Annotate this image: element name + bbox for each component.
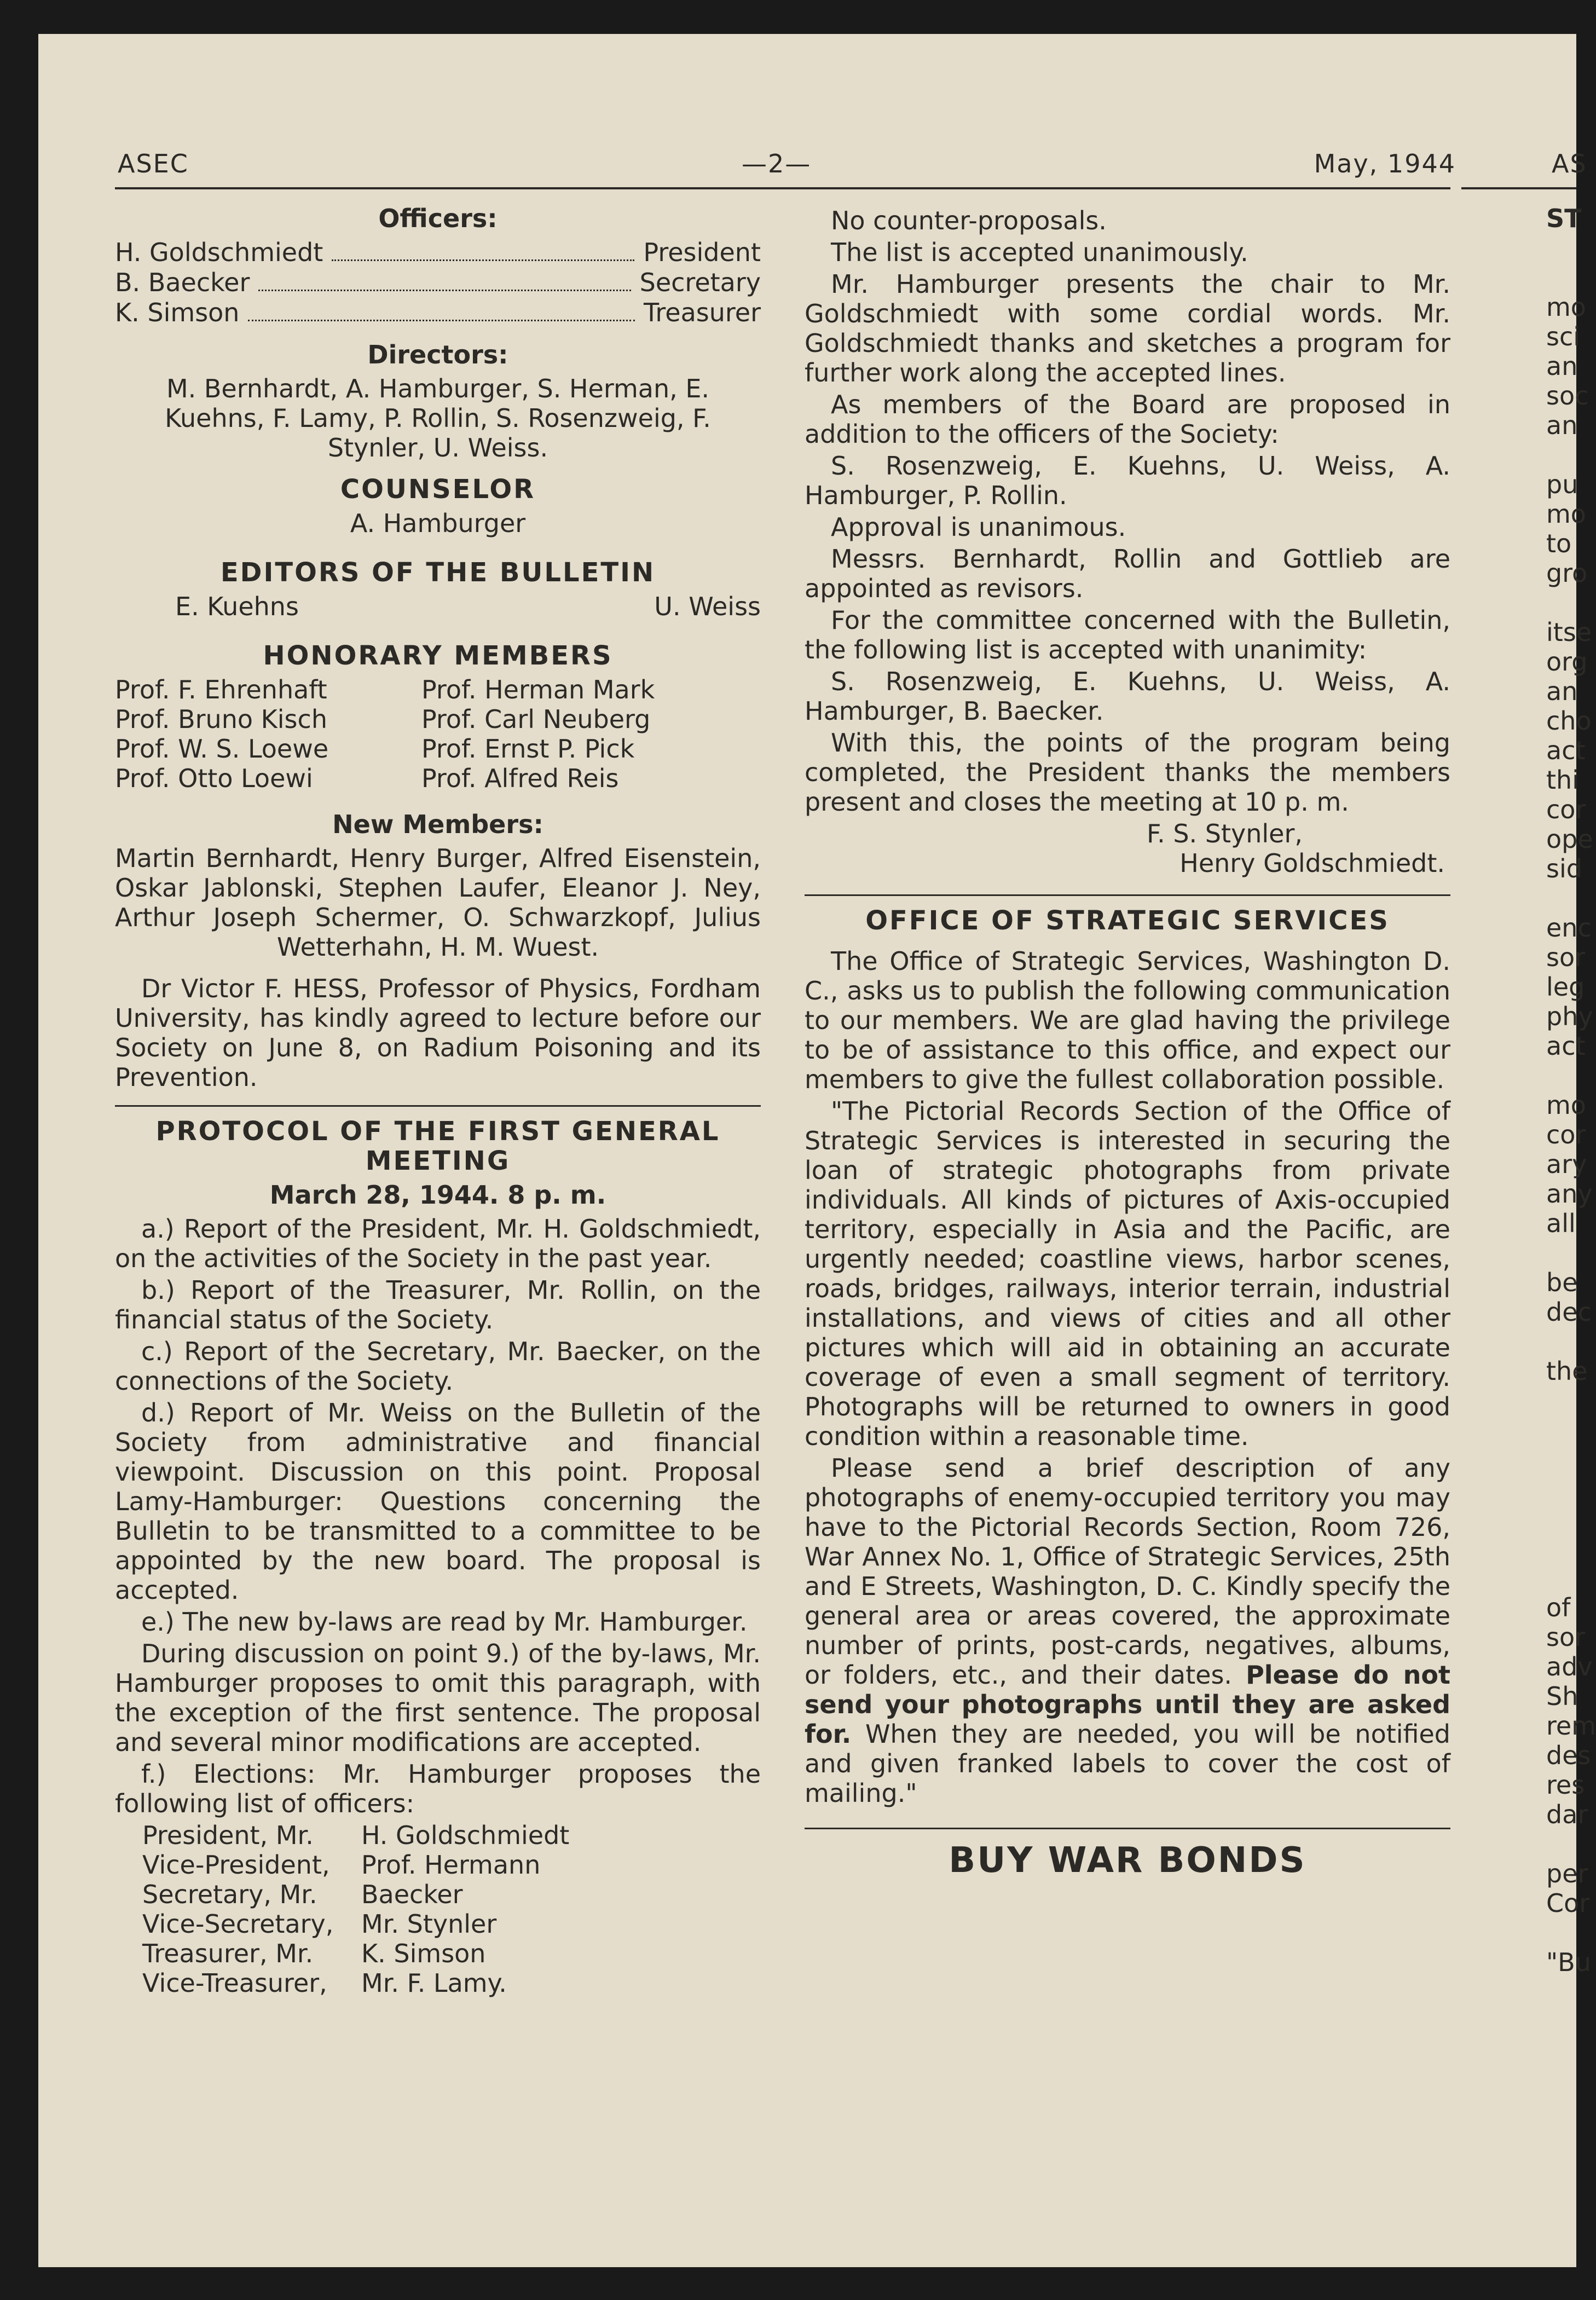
next-page-fragment-line: rem <box>1546 1711 1596 1741</box>
next-page-fragment-line <box>1546 233 1579 263</box>
protocol-cont-paragraph: As members of the Board are proposed in addition to the officers of the Society: <box>805 390 1450 449</box>
counselor-name: A. Hamburger <box>350 508 526 538</box>
honorary-member: Prof. Bruno Kisch <box>115 704 327 734</box>
proposed-officer-name: H. Goldschmiedt <box>361 1821 570 1850</box>
next-page-fragment-line: pu <box>1546 470 1578 499</box>
honorary-member: Prof. Carl Neuberg <box>421 704 651 734</box>
next-page-fragment-line: all <box>1546 1209 1576 1238</box>
next-page-fragment-line <box>1546 440 1579 470</box>
next-page-fragment-line: cho <box>1546 706 1592 736</box>
section-divider <box>805 894 1450 896</box>
honorary-heading: HONORARY MEMBERS <box>263 640 613 671</box>
proposed-officer-name: Prof. Hermann <box>361 1850 541 1880</box>
oss-paragraph-end: When they are needed, you will be notified and given franked labels to cover the cost of mailing." <box>805 1719 1451 1808</box>
oss-paragraph <box>805 1453 1450 1808</box>
officer-name: K. Simson <box>115 298 240 327</box>
next-page-fragment-line <box>1546 588 1579 617</box>
next-page-fragment-line: ST <box>1546 204 1582 233</box>
protocol-paragraph: b.) Report of the Treasurer, Mr. Rollin, on the financial status of the Society. <box>115 1275 761 1334</box>
proposed-officer-role: President, Mr. <box>142 1821 314 1850</box>
protocol-cont-paragraph: S. Rosenzweig, E. Kuehns, U. Weiss, A. Hamburger, P. Rollin. <box>805 451 1450 510</box>
next-page-fragment-line <box>1546 883 1579 913</box>
protocol-paragraph: During discussion on point 9.) of the by-laws, Mr. Hamburger proposes to omit this paragraph, with the exception of the first sentence. The proposal and several minor modifications are accepted. <box>115 1639 761 1757</box>
proposed-officer-row <box>142 1880 761 1909</box>
dot-leader <box>248 320 635 321</box>
proposed-officers-list <box>115 1821 761 1998</box>
editor-right: U. Weiss <box>654 592 761 621</box>
oss-paragraph-text: Please send a brief description of any photographs of enemy-occupied territory you may have to the Pictorial Records Section, Room 726, War Annex No. 1, Office of Strategic Services, 25th and E Streets, Washington, D. C. Kindly specify the general area or areas covered, the approximate number of prints, post-cards, negatives, albums, or folders, etc., and their dates. <box>805 1453 1450 1690</box>
proposed-officer-row <box>142 1968 761 1998</box>
honorary-member: Prof. W. S. Loewe <box>115 734 329 764</box>
next-page-fragment-line: dec <box>1546 1297 1592 1327</box>
editor-left: E. Kuehns <box>175 592 299 621</box>
next-page-fragment-line: be <box>1546 1268 1578 1297</box>
proposed-officer-role: Vice-Treasurer, <box>142 1968 327 1998</box>
officer-name: H. Goldschmiedt <box>115 238 323 267</box>
oss-heading: OFFICE OF STRATEGIC SERVICES <box>865 905 1390 936</box>
protocol-cont-paragraph: Approval is unanimous. <box>831 512 1126 542</box>
next-page-fragment-line: any <box>1546 1179 1593 1209</box>
next-page-fragment-line: soc <box>1546 381 1589 411</box>
protocol-cont-paragraph: The list is accepted unanimously. <box>831 238 1248 267</box>
next-page-fragment-line: phy <box>1546 1002 1593 1031</box>
section-divider <box>805 1828 1450 1829</box>
protocol-cont-paragraph: No counter-proposals. <box>831 206 1107 235</box>
protocol-paragraph: f.) Elections: Mr. Hamburger proposes the following list of officers: <box>115 1759 761 1818</box>
oss-paragraph: "The Pictorial Records Section of the Office of Strategic Services is interested in securing the loan of strategic photographs from private individuals. All kinds of pictures of Axis-occupied territory, especially in Asia and the Pacific, are urgently needed; coastline views, harbor scenes, roads, bridges, railways, interior terrain, industrial installations, and views of cities and all other pictures which will aid in obtaining an accurate coverage of even a small segment of territory. Photographs will be returned to owners in good condition within a reasonable time. <box>805 1096 1450 1451</box>
honorary-member: Prof. F. Ehrenhaft <box>115 675 327 704</box>
proposed-officer-name: Mr. F. Lamy. <box>361 1968 507 1998</box>
next-page-fragment-line <box>1546 1563 1579 1593</box>
next-page-fragment-line: "Bu <box>1546 1948 1591 1977</box>
protocol-paragraph: e.) The new by-laws are read by Mr. Hamburger. <box>141 1607 748 1637</box>
next-page-fragment-line: org <box>1546 647 1588 677</box>
hess-lecture-note: Dr Victor F. HESS, Professor of Physics, Fordham University, has kindly agreed to lecture before our Society on June 8, on Radium Poisoning and its Prevention. <box>115 974 761 1092</box>
header-publication: ASEC <box>118 149 189 178</box>
directors-text: M. Bernhardt, A. Hamburger, S. Herman, E. Kuehns, F. Lamy, P. Rollin, S. Rosenzweig, F. Stynler, U. Weiss. <box>165 374 711 463</box>
next-page-fragment-line: ary <box>1546 1149 1587 1179</box>
editors-row <box>115 592 761 621</box>
next-page-fragment-line: cor <box>1546 1120 1586 1149</box>
next-page-fragment-line: enc <box>1546 913 1592 943</box>
next-page-fragment-line: to <box>1546 529 1572 558</box>
counselor-heading: COUNSELOR <box>340 474 536 505</box>
next-page-fragment-line: ope <box>1546 824 1593 854</box>
next-page-fragment-line: des <box>1546 1741 1591 1770</box>
new-members-heading: New Members: <box>332 810 543 839</box>
next-page-fragment-line <box>1546 1061 1579 1090</box>
left-column <box>115 204 761 1998</box>
protocol-cont-paragraph: For the committee concerned with the Bulletin, the following list is accepted with unanimity: <box>805 605 1450 664</box>
next-page-fragment-line <box>1546 263 1579 292</box>
officer-role: Secretary <box>639 268 761 297</box>
next-page-fragment-line: dar <box>1546 1800 1588 1829</box>
proposed-officer-row <box>142 1909 761 1939</box>
proposed-officer-role: Vice-Secretary, <box>142 1909 334 1939</box>
document-page <box>38 34 1596 2267</box>
proposed-officer-row <box>142 1821 761 1850</box>
protocol-paragraph: c.) Report of the Secretary, Mr. Baecker, on the connections of the Society. <box>115 1337 761 1396</box>
next-page-fragment-line: mo <box>1546 499 1586 529</box>
next-page-fragment-line <box>1546 1918 1579 1948</box>
dot-leader <box>332 259 634 261</box>
proposed-officer-name: K. Simson <box>361 1939 486 1968</box>
officer-row <box>115 298 761 328</box>
next-page-fragment-line: an <box>1546 351 1578 381</box>
next-page-fragment-line <box>1546 1386 1579 1415</box>
new-members-text: Martin Bernhardt, Henry Burger, Alfred Eisenstein, Oskar Jablonski, Stephen Laufer, Eleanor J. Ney, Arthur Joseph Schermer, O. Schwarzkopf, Julius Wetterhahn, H. M. Wuest. <box>115 843 761 962</box>
next-page-fragment-line: Cor <box>1546 1888 1590 1918</box>
officer-name: B. Baecker <box>115 268 250 297</box>
header-rule <box>115 187 1450 189</box>
next-page-rule <box>1461 187 1576 189</box>
protocol-cont-paragraph: Messrs. Bernhardt, Rollin and Gottlieb are appointed as revisors. <box>805 544 1450 603</box>
next-page-fragment-line: leg <box>1546 972 1585 1002</box>
next-page-fragment-line <box>1546 1445 1579 1475</box>
protocol-heading: PROTOCOL OF THE FIRST GENERAL MEETING <box>155 1116 720 1176</box>
officer-row <box>115 238 761 268</box>
protocol-paragraph: d.) Report of Mr. Weiss on the Bulletin of the Society from administrative and financial viewpoint. Discussion on this point. Proposal Lamy-Hamburger: Questions concerning the Bulletin to be transmitted to a committee to be appointed by the new board. The proposal is accepted. <box>115 1398 761 1605</box>
next-page-fragment-line: itse <box>1546 617 1592 647</box>
proposed-officer-role: Vice-President, <box>142 1850 330 1880</box>
officer-role: President <box>643 238 761 267</box>
page-header <box>118 143 1456 187</box>
next-page-fragment-line <box>1546 1475 1579 1504</box>
protocol-cont-paragraph: S. Rosenzweig, E. Kuehns, U. Weiss, A. Hamburger, B. Baecker. <box>805 667 1450 726</box>
next-page-fragment-line: res <box>1546 1770 1585 1800</box>
next-page-fragment-line <box>1546 1829 1579 1859</box>
dot-leader <box>258 290 631 291</box>
proposed-officer-role: Treasurer, Mr. <box>142 1939 314 1968</box>
next-page-fragment-line: sci <box>1546 322 1581 351</box>
directors-heading: Directors: <box>367 340 508 369</box>
next-page-fragment-line <box>1546 1238 1579 1268</box>
header-date: May, 1944 <box>1314 149 1456 178</box>
proposed-officer-name: Mr. Stynler <box>361 1909 497 1939</box>
editors-heading: EDITORS OF THE BULLETIN <box>220 557 656 588</box>
oss-paragraph: The Office of Strategic Services, Washington D. C., asks us to publish the following communication to our members. We are glad having the privilege to be of assistance to this office, and expect our members to give the fullest collaboration possible. <box>805 946 1450 1094</box>
next-page-fragment-line: act <box>1546 1031 1586 1061</box>
proposed-officer-row <box>142 1939 761 1968</box>
next-page-fragment-line: sid <box>1546 854 1582 883</box>
honorary-member: Prof. Ernst P. Pick <box>421 734 635 764</box>
next-page-fragment-line: thi <box>1546 765 1579 795</box>
next-page-header-text: AS <box>1552 149 1587 178</box>
signature-line: F. S. Stynler, <box>1147 819 1303 848</box>
next-page-fragment-line <box>1546 1504 1579 1534</box>
next-page-fragment-line: mo <box>1546 292 1586 322</box>
protocol-paragraph: a.) Report of the President, Mr. H. Goldschmiedt, on the activities of the Society in the past year. <box>115 1214 761 1273</box>
signature-block <box>805 819 1450 878</box>
officers-list <box>115 238 761 328</box>
protocol-cont-paragraph: With this, the points of the program being completed, the President thanks the members present and closes the meeting at 10 p. m. <box>805 728 1450 817</box>
next-page-fragment-line: sor <box>1546 943 1586 972</box>
next-page-fragment-line: gro <box>1546 558 1588 588</box>
officers-heading: Officers: <box>378 204 498 233</box>
officer-row <box>115 268 761 298</box>
honorary-members-grid <box>115 675 761 793</box>
honorary-member: Prof. Alfred Reis <box>421 764 619 793</box>
war-bonds-slogan: BUY WAR BONDS <box>949 1840 1306 1881</box>
honorary-member: Prof. Herman Mark <box>421 675 655 704</box>
next-page-header-fragment <box>1546 143 1587 187</box>
next-page-fragment-line <box>1546 1415 1579 1445</box>
next-page-fragment-line: an <box>1546 411 1578 440</box>
protocol-cont-paragraph: Mr. Hamburger presents the chair to Mr. Goldschmiedt with some cordial words. Mr. Goldschmiedt thanks and sketches a program for further work along the accepted lines. <box>805 269 1450 388</box>
proposed-officer-row <box>142 1850 761 1880</box>
next-page-fragment-line: of <box>1546 1593 1571 1622</box>
next-page-text-fragment <box>1546 204 1596 1977</box>
oss-bold-notice: Please do not send your photographs until they are asked for. <box>805 1660 1451 1749</box>
next-page-fragment-line: per <box>1546 1859 1588 1888</box>
next-page-fragment-line: Sh <box>1546 1681 1578 1711</box>
next-page-fragment-line <box>1546 1534 1579 1563</box>
next-page-fragment-line <box>1546 1327 1579 1356</box>
honorary-member: Prof. Otto Loewi <box>115 764 313 793</box>
next-page-fragment-line: mo <box>1546 1090 1586 1120</box>
protocol-date: March 28, 1944. 8 p. m. <box>269 1180 606 1210</box>
header-page-number: —2— <box>742 149 812 178</box>
right-column <box>805 204 1451 1881</box>
section-divider <box>115 1105 761 1107</box>
officer-role: Treasurer <box>644 298 761 327</box>
next-page-fragment-line: the <box>1546 1356 1588 1386</box>
next-page-fragment-line: cor <box>1546 795 1586 824</box>
next-page-fragment-line: an <box>1546 677 1578 706</box>
proposed-officer-role: Secretary, Mr. <box>142 1880 317 1909</box>
signature-line: Henry Goldschmiedt. <box>1179 848 1445 878</box>
proposed-officer-name: Baecker <box>361 1880 463 1909</box>
next-page-fragment-line: adv <box>1546 1652 1593 1681</box>
next-page-fragment-line: sor <box>1546 1622 1586 1652</box>
next-page-fragment-line: act <box>1546 736 1586 765</box>
